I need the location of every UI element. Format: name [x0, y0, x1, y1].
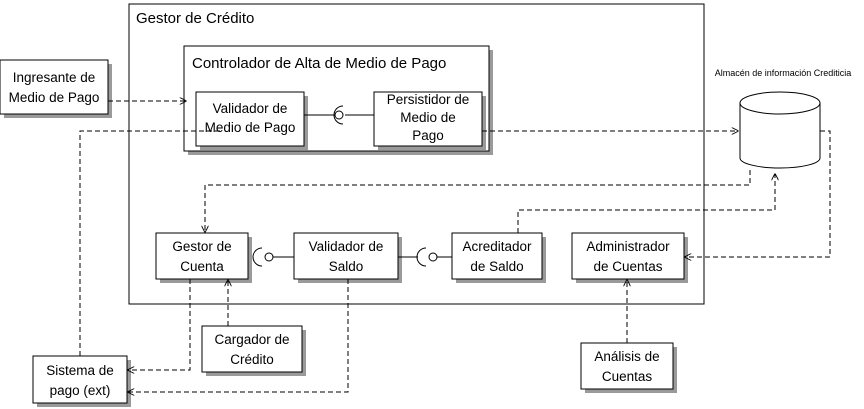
administrador-line2: de Cuentas — [593, 259, 663, 274]
analisis-line2: Cuentas — [601, 369, 653, 384]
sistema-pago-line1: Sistema de — [46, 363, 114, 378]
validador-medio-line2: Medio de Pago — [204, 120, 296, 135]
ingresante-line1: Ingresante de — [12, 70, 96, 85]
ingresante-box — [0, 60, 108, 114]
gestor-cuenta-line2: Cuenta — [180, 259, 224, 274]
administrador-line1: Administrador — [586, 239, 670, 254]
persistidor-line3: Pago — [412, 128, 444, 143]
acreditador-line2: de Saldo — [470, 259, 524, 274]
gestor-cuenta-line1: Gestor de — [172, 239, 232, 254]
analisis-line1: Análisis de — [594, 349, 660, 364]
gestor-credito-title: Gestor de Crédito — [136, 10, 255, 27]
ingresante-line2: Medio de Pago — [8, 90, 100, 105]
sistema-pago-line2: pago (ext) — [49, 383, 111, 398]
almacen-label: Almacén de información Crediticia — [714, 68, 852, 78]
cargador-line2: Crédito — [230, 352, 274, 367]
cargador-line1: Cargador de — [214, 332, 290, 347]
validador-saldo-line2: Saldo — [328, 259, 364, 274]
validador-medio-line1: Validador de — [212, 101, 288, 116]
persistidor-line1: Persistidor de — [386, 92, 470, 107]
acreditador-line1: Acreditador — [462, 239, 532, 254]
validador-saldo-line1: Validador de — [308, 239, 384, 254]
database-icon — [740, 92, 820, 168]
controlador-title: Controlador de Alta de Medio de Pago — [192, 55, 447, 72]
persistidor-line2: Medio de — [400, 110, 456, 125]
